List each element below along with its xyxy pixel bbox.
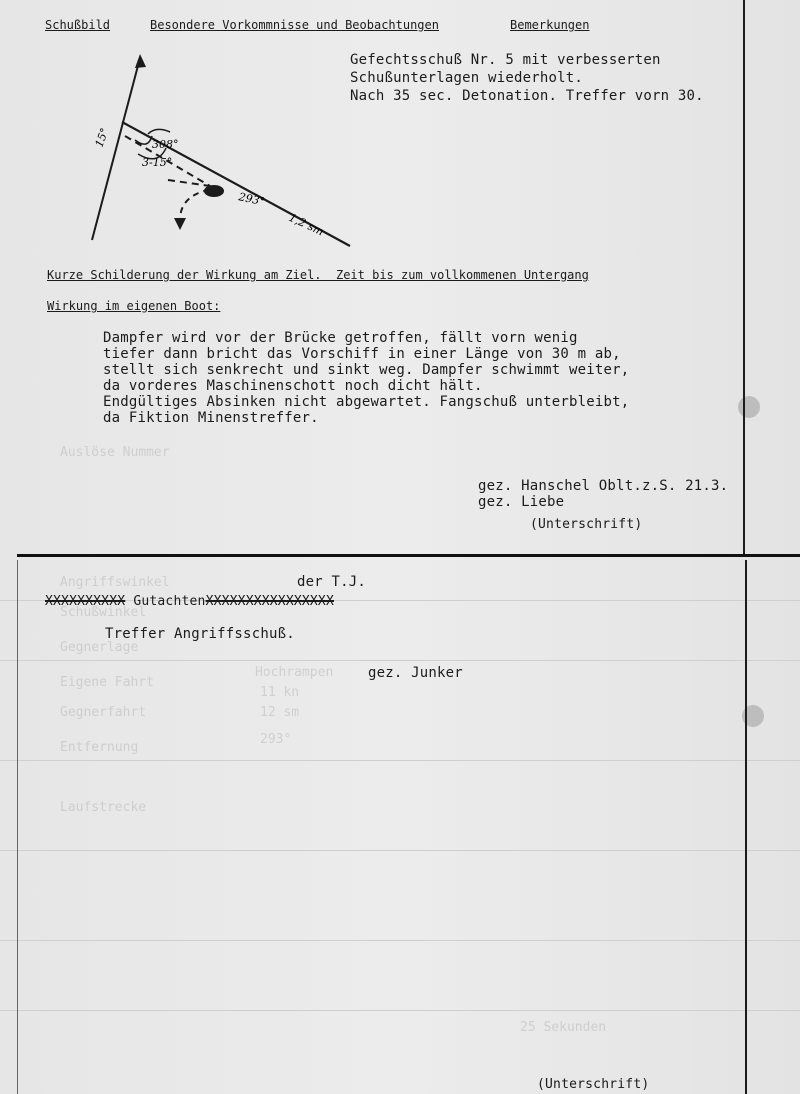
ghost-text: Entfernung: [60, 740, 139, 755]
section-eigenes-boot: Wirkung im eigenen Boot:: [47, 299, 221, 313]
remark-line: Nach 35 sec. Detonation. Treffer vorn 30.: [350, 88, 704, 104]
ghost-rule: [0, 940, 800, 941]
effect-line: Endgültiges Absinken nicht abgewartet. Fangschuß unterbleibt,: [103, 394, 630, 410]
sketch-angle-label: 15°: [92, 126, 112, 150]
assessment-text: Treffer Angriffsschuß.: [105, 626, 295, 642]
signature-label: (Unterschrift): [537, 1077, 650, 1092]
header-schussbild: Schußbild: [45, 18, 111, 32]
effect-line: tiefer dann bricht das Vorschiff in einer Länge von 30 m ab,: [103, 346, 621, 362]
ghost-text: Gegnerfahrt: [60, 705, 147, 720]
ghost-rule: [0, 1010, 800, 1011]
sketch-angle-label: 308°: [152, 138, 179, 151]
sketch-bearing-label: 293°: [237, 190, 267, 209]
remark-line: Gefechtsschuß Nr. 5 mit verbesserten: [350, 52, 661, 68]
gutachten-line: [45, 593, 334, 610]
effect-line: stellt sich senkrecht und sinkt weg. Dampfer schwimmt weiter,: [103, 362, 630, 378]
gutachten-label: Gutachten: [133, 594, 206, 609]
ghost-text: Hochrampen: [255, 665, 334, 680]
ghost-text: 12 sm: [260, 705, 300, 720]
junker-signature: gez. Junker: [368, 665, 463, 681]
ghost-text: Laufstrecke: [60, 800, 147, 815]
signature-label: (Unterschrift): [530, 517, 643, 532]
header-bemerkungen: Bemerkungen: [510, 18, 590, 32]
tj-heading: der T.J.: [297, 574, 367, 590]
header-vorkommnisse: Besondere Vorkommnisse und Beobachtungen: [150, 18, 439, 32]
section-divider: [17, 554, 800, 557]
ghost-text: Angriffswinkel: [60, 575, 170, 590]
signature-line: gez. Hanschel Oblt.z.S. 21.3.: [478, 478, 729, 494]
section-kurze-schilderung: Kurze Schilderung der Wirkung am Ziel. Zeit bis zum vollkommenen Untergang: [47, 268, 589, 282]
ghost-text: 25 Sekunden: [520, 1020, 607, 1035]
ghost-rule: [0, 850, 800, 851]
ghost-text: Eigene Fahrt: [60, 675, 154, 690]
ghost-text: 293°: [260, 732, 292, 747]
effect-line: Dampfer wird vor der Brücke getroffen, fällt vorn wenig: [103, 330, 578, 346]
struck-text: XXXXXXXXXXXXXXXX: [205, 594, 334, 609]
signature-line: gez. Liebe: [478, 494, 565, 510]
ghost-text: Schußwinkel: [60, 605, 147, 620]
punch-hole: [738, 396, 760, 418]
ghost-text: Auslöse Nummer: [60, 445, 170, 460]
sketch-distance-label: 1,2 sm: [286, 210, 326, 239]
ghost-text: 11 kn: [260, 685, 300, 700]
struck-text: XXXXXXXXXX: [45, 594, 126, 609]
ghost-rule: [0, 760, 800, 761]
form-vertical-line: [17, 560, 18, 1094]
form-vertical-line: [745, 560, 747, 1094]
remark-line: Schußunterlagen wiederholt.: [350, 70, 583, 86]
form-vertical-line: [743, 0, 745, 556]
effect-line: da Fiktion Minenstreffer.: [103, 410, 319, 426]
ghost-rule: [0, 660, 800, 661]
effect-line: da vorderes Maschinenschott noch dicht hält.: [103, 378, 483, 394]
ghost-text: Gegnerlage: [60, 640, 139, 655]
sketch-angle-label: 3-15°: [142, 156, 173, 169]
